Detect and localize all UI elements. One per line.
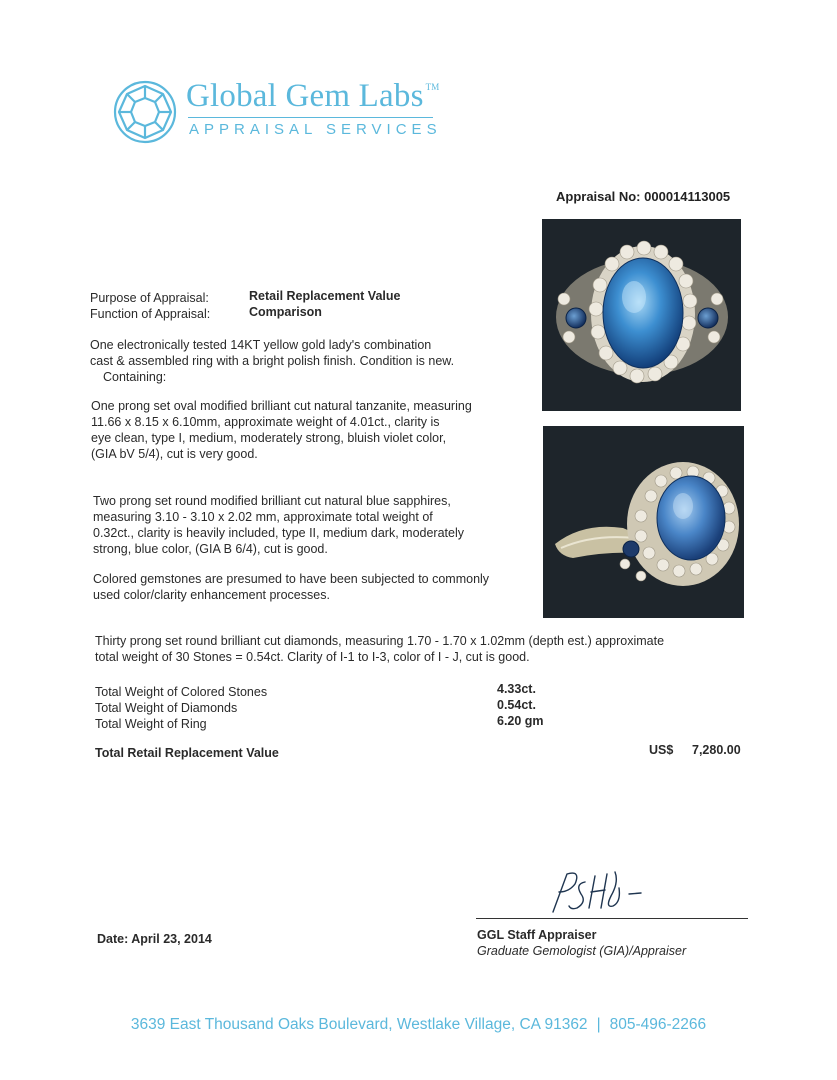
description-line: 11.66 x 8.15 x 6.10mm, approximate weight of 4.01ct., clarity is xyxy=(91,415,440,429)
purpose-value: Retail Replacement Value xyxy=(249,289,401,303)
ring-description xyxy=(90,337,510,369)
function-value: Comparison xyxy=(249,305,322,319)
description-line: (GIA bV 5/4), cut is very good. xyxy=(91,447,258,461)
brand-divider xyxy=(188,117,433,118)
weight-value-colored-stones: 4.33ct. xyxy=(497,682,536,696)
description-line: strong, blue color, (GIA B 6/4), cut is good. xyxy=(93,542,328,556)
description-line: used color/clarity enhancement processes. xyxy=(93,588,330,602)
appraiser-signature xyxy=(545,862,655,920)
diamond-description xyxy=(95,633,745,665)
description-line: total weight of 30 Stones = 0.54ct. Clarity of I-1 to I-3, color of I - J, cut is good. xyxy=(95,650,530,664)
description-line: measuring 3.10 - 3.10 x 2.02 mm, approximate total weight of xyxy=(93,510,433,524)
appraiser-name: GGL Staff Appraiser xyxy=(477,928,597,942)
purpose-label: Purpose of Appraisal: xyxy=(90,291,209,305)
ring-photo-side xyxy=(543,426,744,618)
weight-label-diamonds: Total Weight of Diamonds xyxy=(95,701,238,715)
gem-logo-icon xyxy=(113,80,177,144)
description-line: Colored gemstones are presumed to have been subjected to commonly xyxy=(93,572,490,586)
description-line: One prong set oval modified brilliant cut natural tanzanite, measuring xyxy=(91,399,472,413)
signature-line xyxy=(476,918,748,919)
total-value-label: Total Retail Replacement Value xyxy=(95,746,279,760)
containing-label: Containing: xyxy=(103,370,167,384)
total-amount: 7,280.00 xyxy=(692,743,741,757)
total-currency: US$ xyxy=(649,743,674,757)
description-line: eye clean, type I, medium, moderately strong, bluish violet color, xyxy=(91,431,447,445)
treatment-disclosure xyxy=(93,571,543,603)
ring-side-view-image xyxy=(543,426,744,618)
weight-value-ring: 6.20 gm xyxy=(497,714,544,728)
brand-subtitle: APPRAISAL SERVICES xyxy=(189,121,442,138)
appraiser-title: Graduate Gemologist (GIA)/Appraiser xyxy=(477,944,687,958)
description-line: 0.32ct., clarity is heavily included, type II, medium dark, moderately xyxy=(93,526,464,540)
ring-photo-top xyxy=(542,219,741,411)
trademark-mark: TM xyxy=(425,82,440,92)
footer-phone: 805-496-2266 xyxy=(609,1016,707,1033)
ring-top-view-image xyxy=(542,219,741,411)
description-line: One electronically tested 14KT yellow gold lady's combination xyxy=(90,338,432,352)
tanzanite-description xyxy=(91,398,521,462)
brand-name: Global Gem Labs ™ xyxy=(186,78,440,114)
weight-label-colored-stones: Total Weight of Colored Stones xyxy=(95,685,268,699)
appraisal-date: Date: April 23, 2014 xyxy=(97,932,212,946)
description-line: Two prong set round modified brilliant cut natural blue sapphires, xyxy=(93,494,451,508)
description-line: Thirty prong set round brilliant cut diamonds, measuring 1.70 - 1.70 x 1.02mm (depth est.) approximate xyxy=(95,634,665,648)
sapphire-description xyxy=(93,493,523,557)
function-label: Function of Appraisal: xyxy=(90,307,211,321)
footer-address: 3639 East Thousand Oaks Boulevard, Westlake Village, CA 91362 xyxy=(130,1016,588,1033)
description-line: cast & assembled ring with a bright polish finish. Condition is new. xyxy=(90,354,455,368)
footer-contact xyxy=(0,1016,837,1034)
appraisal-number: Appraisal No: 000014113005 xyxy=(556,189,731,204)
weight-value-diamonds: 0.54ct. xyxy=(497,698,536,712)
weight-label-ring: Total Weight of Ring xyxy=(95,717,207,731)
footer-separator: | xyxy=(596,1016,601,1033)
